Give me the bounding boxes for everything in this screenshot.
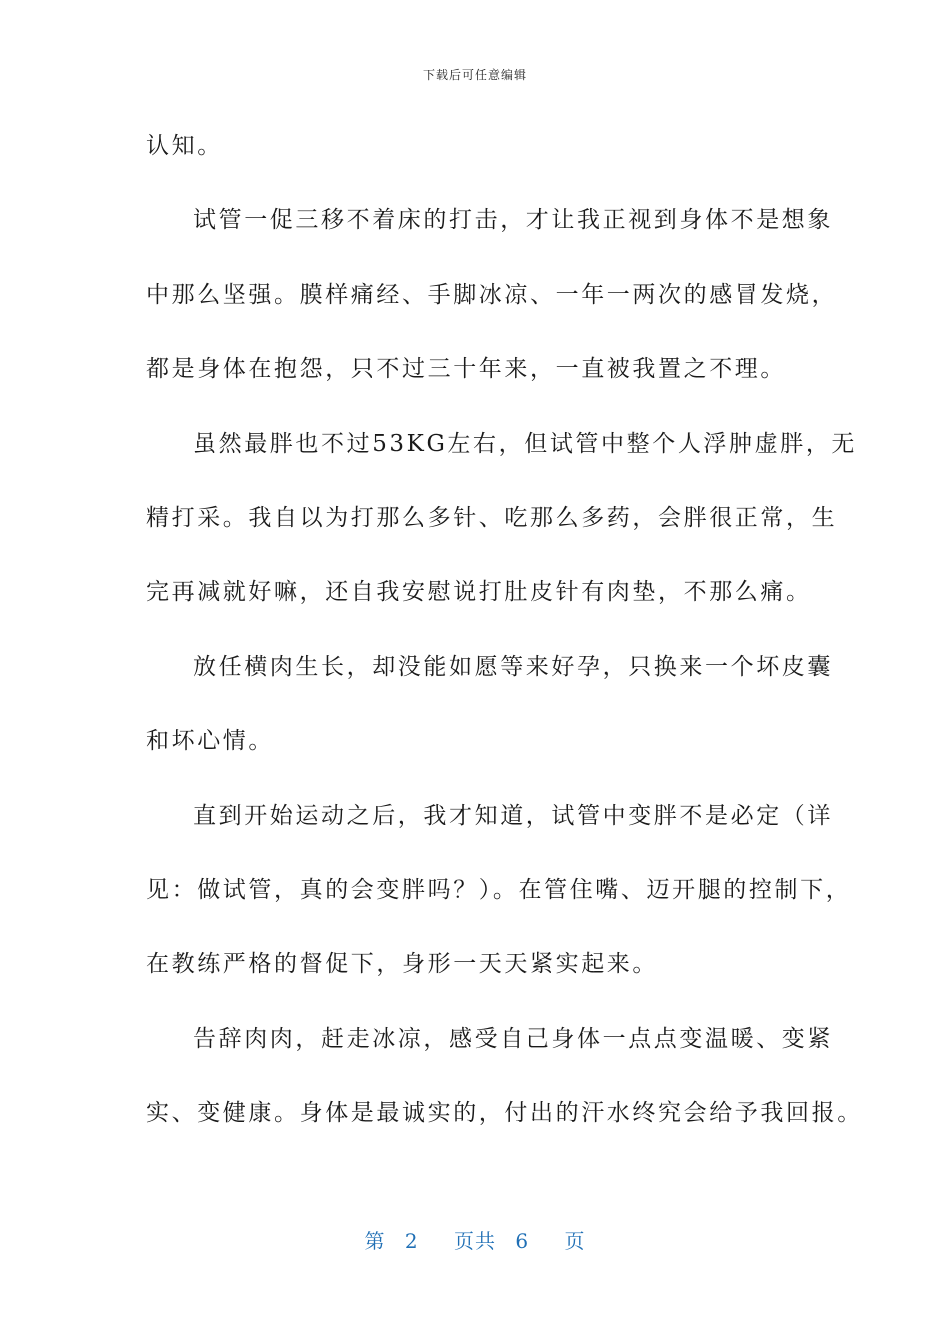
text-line: 在教练严格的督促下，身形一天天紧实起来。 [146, 951, 658, 978]
text-line: 和坏心情。 [146, 728, 274, 755]
footer-middle: 页共 [454, 1229, 496, 1253]
text-line: 精打采。我自以为打那么多针、吃那么多药，会胖很正常，生 [146, 504, 838, 531]
footer-suffix: 页 [564, 1229, 586, 1253]
text-line: 认知。 [146, 133, 223, 159]
footer-current-page: 2 [404, 1229, 419, 1253]
document-body [146, 120, 863, 1161]
page-header: 下载后可任意编辑 [422, 68, 527, 82]
text-line: 见：做试管，真的会变胖吗？）。在管住嘴、迈开腿的控制下， [146, 876, 852, 903]
page-footer [0, 1225, 950, 1254]
text-line: 虽然最胖也不过53KG左右，但试管中整个人浮肿虚胖，无 [193, 430, 858, 457]
text-line: 都是身体在抱怨，只不过三十年来，一直被我置之不理。 [146, 356, 786, 383]
text-line: 实、变健康。身体是最诚实的，付出的汗水终究会给予我回报。 [146, 1100, 863, 1127]
footer-total-pages: 6 [515, 1229, 530, 1253]
text-line: 中那么坚强。膜样痛经、手脚冰凉、一年一两次的感冒发烧， [146, 281, 838, 308]
footer-prefix: 第 [364, 1229, 386, 1253]
text-line: 完再减就好嘛，还自我安慰说打肚皮针有肉垫，不那么痛。 [146, 579, 812, 606]
text-line: 放任横肉生长，却没能如愿等来好孕，只换来一个坏皮囊 [193, 653, 833, 680]
text-line: 告辞肉肉，赶走冰凉，感受自己身体一点点变温暖、变紧 [193, 1025, 833, 1052]
text-line: 试管一促三移不着床的打击，才让我正视到身体不是想象 [193, 207, 833, 234]
text-line: 直到开始运动之后，我才知道，试管中变胖不是必定（详 [193, 802, 833, 829]
